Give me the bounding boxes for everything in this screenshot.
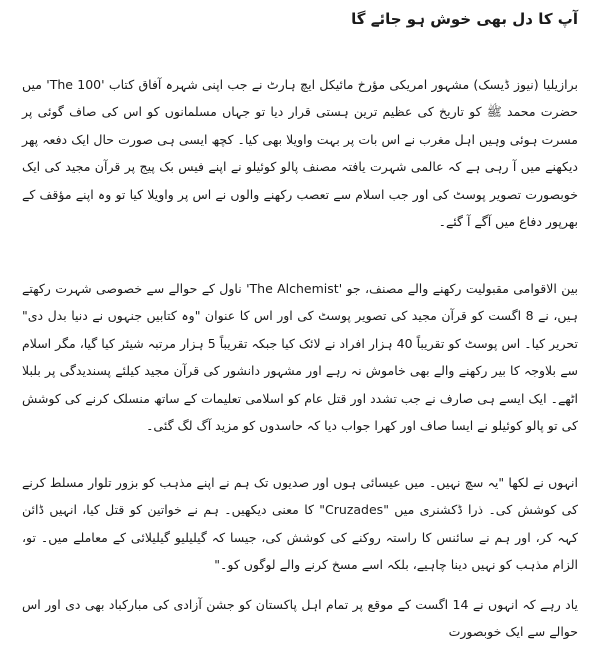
article-heading: آپ کا دل بھی خوش ہو جائے گا — [351, 10, 578, 28]
article-paragraph-4: یاد رہے کہ انہوں نے 14 اگست کے موقع پر تمام اہل پاکستان کو جشن آزادی کی مبارکباد بھی دی اور اس حوالے سے ایک خوبصورت — [22, 596, 578, 639]
article-paragraph-1: برازیلیا (نیوز ڈیسک) مشہور امریکی مؤرخ مائیکل ایچ ہارٹ نے جب اپنی شہرہ آفاق کتاب 'The 100' میں حضرت محمد ﷺ کو تاریخ کی عظیم ترین ہستی قرار دیا تو جہاں مسلمانوں کو اس کی صاف گوئی پر مسرت ہوئی وہیں اہل مغرب نے اس بات پر بہت واویلا بھی کیا۔ کچھ ایسی ہی صورت حال ایک دفعہ پھر دیکھنے میں آ رہی ہے کہ عالمی شہرت یافتہ مصنف پالو کوئیلو نے اپنے فیس بک پیج پر قرآن مجید کی ایک خوبصورت تصویر پوسٹ کی اور جب اسلام سے تعصب رکھنے والوں نے اس پر واویلا کیا تو وہ اپنے مؤقف کے بھرپور دفاع میں آگے آ گئے۔ — [22, 76, 578, 229]
article-paragraph-3: انہوں نے لکھا "یہ سچ نہیں۔ میں عیسائی ہوں اور صدیوں تک ہم نے اپنے مذہب کو بزور تلوار مسلط کرنے کی کوشش کی۔ ذرا ڈکشنری میں "Cruzades" کا معنی دیکھیں۔ ہم نے خواتین کو قتل کیا، انہیں ڈائن کہہ کر، اور ہم نے سائنس کا راستہ روکنے کی کوشش کی، جیسا کہ گیلیلیو گیلیلائی کے معاملے میں۔ تو، الزام مذہب کو نہیں دینا چاہیے، بلکہ اسے مسخ کرنے والے لوگوں کو۔" — [22, 474, 578, 572]
article-paragraph-2: بین الاقوامی مقبولیت رکھنے والے مصنف، جو 'The Alchemist' ناول کے حوالے سے خصوصی شہرت رکھتے ہیں، نے 8 اگست کو قرآن مجید کی تصویر پوسٹ کی اور اس کا عنوان "وہ کتابیں جنہوں نے دنیا بدل دی" تحریر کیا۔ اس پوسٹ کو تقریباً 40 ہزار افراد نے لائک کیا جبکہ تقریباً 5 ہزار مرتبہ شیئر کیا گیا، مگر اسلام سے بلاوجہ کا بیر رکھنے والے بھی خاموش نہ رہے اور مشہور دانشور کی قرآن مجید کیلئے پسندیدگی پر بلبلا اٹھے۔ ایک ایسے ہی صارف نے جب تشدد اور قتل عام کو اسلامی تعلیمات کے ساتھ منسلک کرنے کی کوشش کی تو پالو کوئیلو نے ایسا صاف اور کھرا جواب دیا کہ حاسدوں کو مزید آگ لگ گئی۔ — [22, 280, 578, 433]
